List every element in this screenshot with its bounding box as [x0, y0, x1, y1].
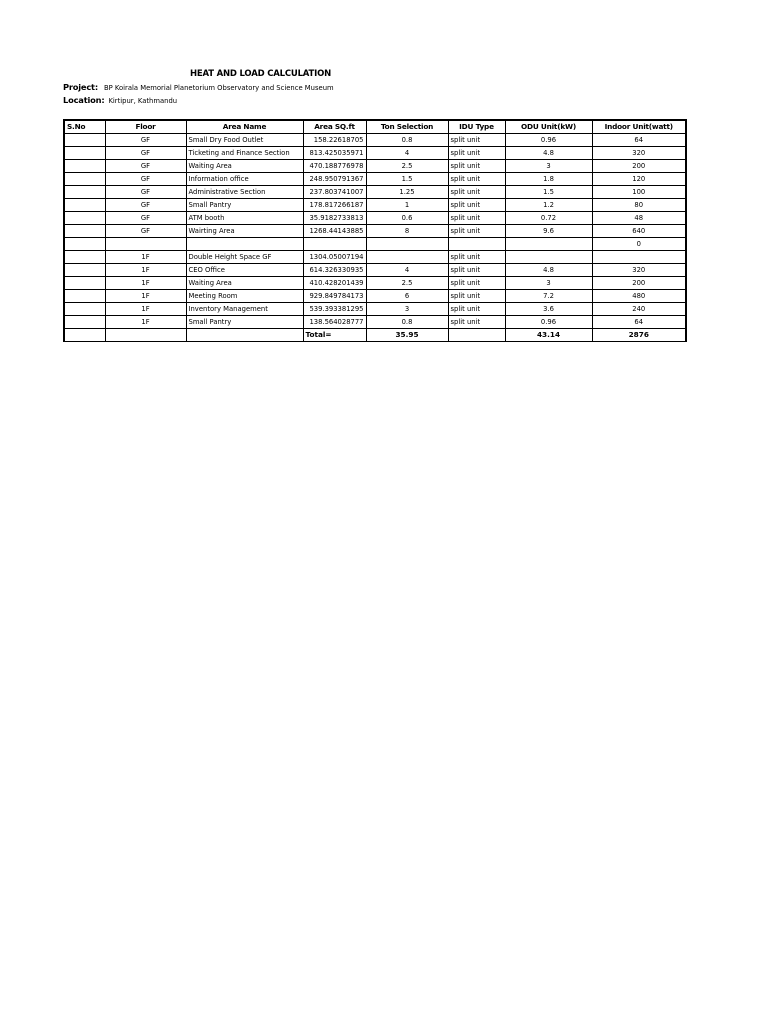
cell-indoor-unit: 640 — [592, 225, 686, 238]
cell-idu-type: split unit — [448, 199, 505, 212]
cell-odu-unit: 0.72 — [505, 212, 592, 225]
location-label: Location: — [63, 95, 105, 105]
cell-idu-type: split unit — [448, 225, 505, 238]
cell-floor: 1F — [105, 316, 186, 329]
total-indoor-unit: 2876 — [592, 329, 686, 342]
table-row — [64, 264, 686, 277]
cell-sno — [64, 316, 105, 329]
table-header-row — [64, 120, 686, 134]
cell-idu-type: split unit — [448, 316, 505, 329]
table-row — [64, 134, 686, 147]
table-row — [64, 147, 686, 160]
cell-sno — [64, 186, 105, 199]
table-row — [64, 316, 686, 329]
table-row — [64, 238, 686, 251]
total-odu-unit: 43.14 — [505, 329, 592, 342]
cell-area-sqft: 1268.44143885 — [303, 225, 366, 238]
project-row — [63, 82, 334, 92]
cell-odu-unit: 1.2 — [505, 199, 592, 212]
cell-ton-selection: 6 — [366, 290, 448, 303]
header-area-name: Area Name — [186, 120, 303, 134]
cell-area-sqft: 1304.05007194 — [303, 251, 366, 264]
cell-odu-unit: 1.8 — [505, 173, 592, 186]
table-row — [64, 199, 686, 212]
cell-odu-unit: 3 — [505, 160, 592, 173]
cell-ton-selection: 4 — [366, 147, 448, 160]
project-value: BP Koirala Memorial Planetorium Observatory and Science Museum — [103, 84, 334, 92]
cell-sno — [64, 303, 105, 316]
cell-ton-selection: 1 — [366, 199, 448, 212]
header-indoor-unit: Indoor Unit(watt) — [592, 120, 686, 134]
cell-ton-selection: 0.8 — [366, 316, 448, 329]
cell-idu-type: split unit — [448, 264, 505, 277]
cell-floor: 1F — [105, 277, 186, 290]
table-row — [64, 277, 686, 290]
cell-indoor-unit: 48 — [592, 212, 686, 225]
cell-area-sqft: 614.326330935 — [303, 264, 366, 277]
cell-ton-selection: 8 — [366, 225, 448, 238]
cell-floor: GF — [105, 173, 186, 186]
table-row — [64, 160, 686, 173]
cell-sno — [64, 225, 105, 238]
cell-area-name: Waiting Area — [186, 277, 303, 290]
cell-floor: GF — [105, 160, 186, 173]
cell-area-sqft: 813.425035971 — [303, 147, 366, 160]
cell-area-name: Ticketing and Finance Section — [186, 147, 303, 160]
cell-idu-type: split unit — [448, 277, 505, 290]
cell-area-sqft: 237.803741007 — [303, 186, 366, 199]
table-row — [64, 290, 686, 303]
table-row — [64, 225, 686, 238]
header-ton-selection: Ton Selection — [366, 120, 448, 134]
cell-area-sqft: 178.817266187 — [303, 199, 366, 212]
cell-floor: GF — [105, 199, 186, 212]
header-odu-unit: ODU Unit(kW) — [505, 120, 592, 134]
total-label: Total= — [303, 329, 366, 342]
total-cell-floor — [105, 329, 186, 342]
cell-area-name: Administrative Section — [186, 186, 303, 199]
cell-ton-selection: 1.5 — [366, 173, 448, 186]
header-sno: S.No — [64, 120, 105, 134]
cell-ton-selection: 3 — [366, 303, 448, 316]
cell-indoor-unit: 80 — [592, 199, 686, 212]
cell-area-sqft — [303, 238, 366, 251]
cell-ton-selection: 0.8 — [366, 134, 448, 147]
cell-area-name: Waiting Area — [186, 160, 303, 173]
cell-area-name: CEO Office — [186, 264, 303, 277]
table-row — [64, 186, 686, 199]
header-idu-type: IDU Type — [448, 120, 505, 134]
cell-floor: GF — [105, 186, 186, 199]
cell-sno — [64, 264, 105, 277]
cell-indoor-unit: 0 — [592, 238, 686, 251]
cell-sno — [64, 251, 105, 264]
cell-floor: 1F — [105, 251, 186, 264]
total-cell-idu-type — [448, 329, 505, 342]
cell-odu-unit: 4.8 — [505, 264, 592, 277]
cell-indoor-unit: 100 — [592, 186, 686, 199]
cell-floor: GF — [105, 225, 186, 238]
cell-odu-unit: 3 — [505, 277, 592, 290]
cell-ton-selection — [366, 251, 448, 264]
cell-ton-selection: 4 — [366, 264, 448, 277]
cell-indoor-unit — [592, 251, 686, 264]
cell-idu-type: split unit — [448, 290, 505, 303]
total-ton-selection: 35.95 — [366, 329, 448, 342]
cell-ton-selection: 0.6 — [366, 212, 448, 225]
cell-area-name: Inventory Management — [186, 303, 303, 316]
total-cell-sno — [64, 329, 105, 342]
location-row — [63, 95, 177, 105]
cell-sno — [64, 160, 105, 173]
table-body — [64, 134, 686, 342]
cell-ton-selection: 2.5 — [366, 160, 448, 173]
cell-area-name: Double Height Space GF — [186, 251, 303, 264]
cell-odu-unit: 0.96 — [505, 134, 592, 147]
cell-area-sqft: 158.22618705 — [303, 134, 366, 147]
cell-indoor-unit: 64 — [592, 316, 686, 329]
cell-odu-unit: 4.8 — [505, 147, 592, 160]
table-row — [64, 251, 686, 264]
cell-odu-unit: 0.96 — [505, 316, 592, 329]
cell-idu-type — [448, 238, 505, 251]
heat-load-table — [63, 119, 687, 342]
cell-area-name: Information office — [186, 173, 303, 186]
cell-odu-unit: 7.2 — [505, 290, 592, 303]
cell-area-name: Meeting Room — [186, 290, 303, 303]
cell-indoor-unit: 320 — [592, 147, 686, 160]
cell-idu-type: split unit — [448, 160, 505, 173]
cell-idu-type: split unit — [448, 134, 505, 147]
cell-floor — [105, 238, 186, 251]
cell-sno — [64, 147, 105, 160]
cell-floor: 1F — [105, 264, 186, 277]
cell-sno — [64, 290, 105, 303]
cell-floor: GF — [105, 147, 186, 160]
cell-area-sqft: 138.564028777 — [303, 316, 366, 329]
header-area-sqft: Area SQ.ft — [303, 120, 366, 134]
cell-indoor-unit: 200 — [592, 160, 686, 173]
cell-area-sqft: 35.9182733813 — [303, 212, 366, 225]
cell-area-sqft: 470.188776978 — [303, 160, 366, 173]
cell-idu-type: split unit — [448, 212, 505, 225]
cell-sno — [64, 238, 105, 251]
cell-odu-unit — [505, 251, 592, 264]
document-title: HEAT AND LOAD CALCULATION — [190, 69, 332, 79]
cell-idu-type: split unit — [448, 186, 505, 199]
table-row — [64, 212, 686, 225]
cell-odu-unit: 1.5 — [505, 186, 592, 199]
cell-indoor-unit: 120 — [592, 173, 686, 186]
table-row — [64, 173, 686, 186]
header-floor: Floor — [105, 120, 186, 134]
project-label: Project: — [63, 82, 98, 92]
cell-sno — [64, 199, 105, 212]
cell-indoor-unit: 320 — [592, 264, 686, 277]
cell-odu-unit: 3.6 — [505, 303, 592, 316]
cell-indoor-unit: 200 — [592, 277, 686, 290]
cell-sno — [64, 277, 105, 290]
cell-idu-type: split unit — [448, 251, 505, 264]
cell-idu-type: split unit — [448, 303, 505, 316]
total-row — [64, 329, 686, 342]
cell-ton-selection — [366, 238, 448, 251]
cell-ton-selection: 2.5 — [366, 277, 448, 290]
cell-indoor-unit: 480 — [592, 290, 686, 303]
cell-ton-selection: 1.25 — [366, 186, 448, 199]
cell-floor: GF — [105, 212, 186, 225]
cell-sno — [64, 212, 105, 225]
cell-indoor-unit: 240 — [592, 303, 686, 316]
cell-area-sqft: 410.428201439 — [303, 277, 366, 290]
table-row — [64, 303, 686, 316]
cell-area-name: Small Pantry — [186, 316, 303, 329]
cell-floor: GF — [105, 134, 186, 147]
cell-sno — [64, 134, 105, 147]
cell-area-sqft: 539.393381295 — [303, 303, 366, 316]
total-cell-area-name — [186, 329, 303, 342]
cell-sno — [64, 173, 105, 186]
cell-indoor-unit: 64 — [592, 134, 686, 147]
cell-area-name — [186, 238, 303, 251]
cell-odu-unit — [505, 238, 592, 251]
cell-area-name: Small Pantry — [186, 199, 303, 212]
cell-odu-unit: 9.6 — [505, 225, 592, 238]
cell-area-name: Small Dry Food Outlet — [186, 134, 303, 147]
location-value: Kirtipur, Kathmandu — [108, 97, 178, 105]
cell-area-name: ATM booth — [186, 212, 303, 225]
cell-floor: 1F — [105, 303, 186, 316]
cell-area-name: Wairting Area — [186, 225, 303, 238]
cell-area-sqft: 248.950791367 — [303, 173, 366, 186]
cell-idu-type: split unit — [448, 147, 505, 160]
cell-floor: 1F — [105, 290, 186, 303]
cell-area-sqft: 929.849784173 — [303, 290, 366, 303]
cell-idu-type: split unit — [448, 173, 505, 186]
